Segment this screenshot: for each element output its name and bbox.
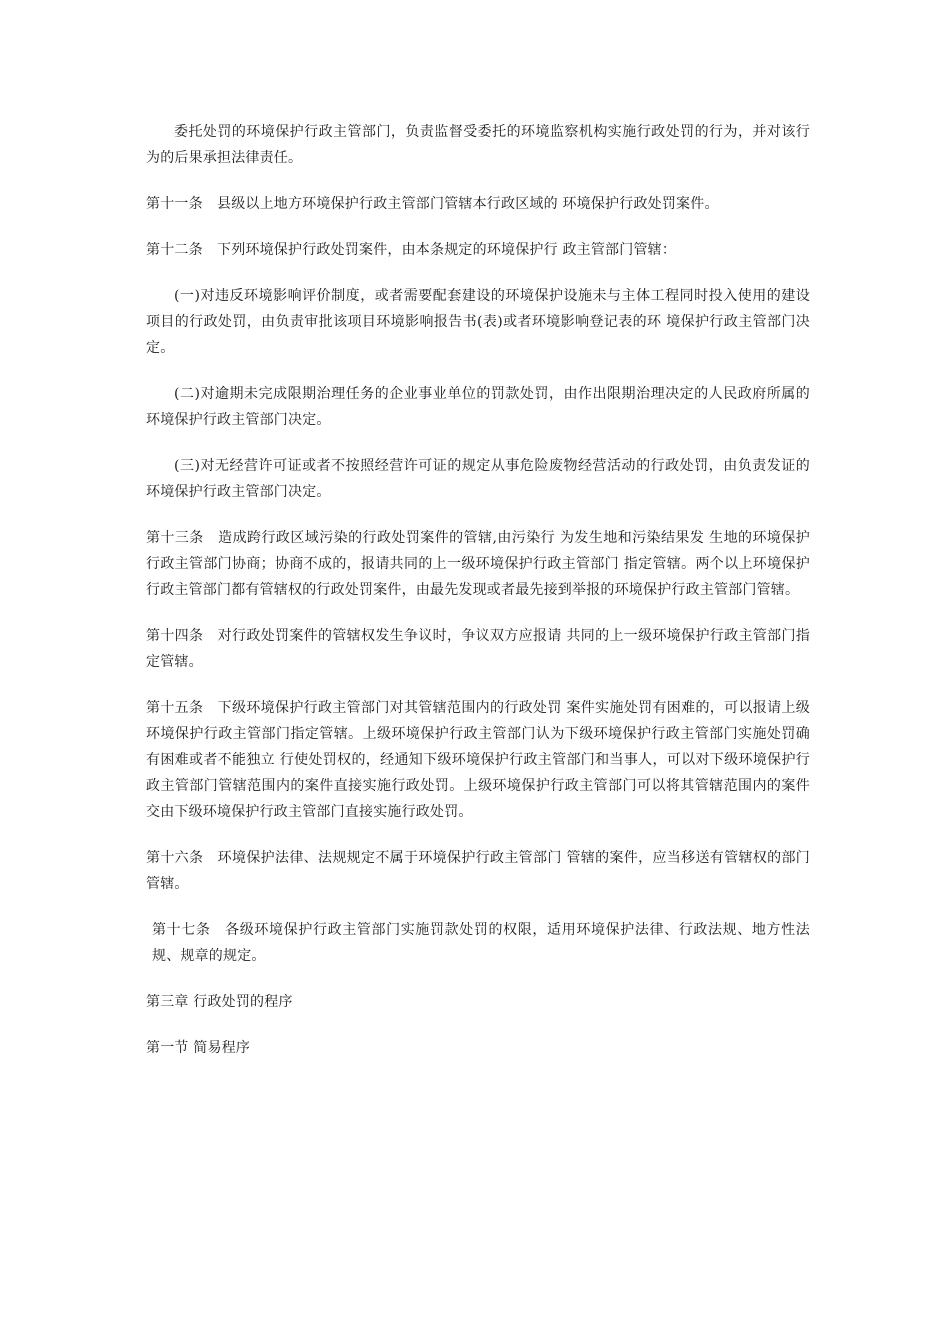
article-11: 第十一条 县级以上地方环境保护行政主管部门管辖本行政区域的 环境保护行政处罚案件。 xyxy=(146,196,719,212)
article-15: 第十五条 下级环境保护行政主管部门对其管辖范围内的行政处罚 案件实施处罚有困难的，可以报请上级环境保护行政主管部门指定管辖。上级环境保护行政主管部门认为下级环境保护行政主管部门实施处罚确有困难或者不能独立 行使处罚权的，经通知下级环境保护行政主管部门和当事人，可以对下级环境保护行政主管部门管辖范围内的案件直接实施行政处罚。上级环境保护行政主管部门可以将其管辖范围内的案件交由下级环境保护行政主管部门直接实施行政处罚。 xyxy=(146,700,810,820)
article-12-item-2: (二)对逾期未完成限期治理任务的企业事业单位的罚款处罚，由作出限期治理决定的人民政府所属的环境保护行政主管部门决定。 xyxy=(146,386,810,428)
article-12: 第十二条 下列环境保护行政处罚案件，由本条规定的环境保护行 政主管部门管辖： xyxy=(146,242,677,258)
chapter-heading: 第三章 行政处罚的程序 xyxy=(146,994,293,1010)
article-14: 第十四条 对行政处罚案件的管辖权发生争议时，争议双方应报请 共同的上一级环境保护行政主管部门指定管辖。 xyxy=(146,628,810,670)
article-13: 第十三条 造成跨行政区域污染的行政处罚案件的管辖,由污染行 为发生地和污染结果发 生地的环境保护行政主管部门协商；协商不成的，报请共同的上一级环境保护行政主管部门 指定管辖。两个以上环境保护行政主管部门都有管辖权的行政处罚案件，由最先发现或者最先接到举报的环境保护行政主管部门管辖。 xyxy=(146,530,810,598)
article-12-item-3: (三)对无经营许可证或者不按照经营许可证的规定从事危险废物经营活动的行政处罚，由负责发证的环境保护行政主管部门决定。 xyxy=(146,458,810,500)
section-heading: 第一节 简易程序 xyxy=(146,1040,251,1056)
article-12-item-1: (一)对违反环境影响评价制度，或者需要配套建设的环境保护设施未与主体工程同时投入使用的建设项目的行政处罚，由负责审批该项目环境影响报告书(表)或者环境影响登记表的环 境保护行政主管部门决定。 xyxy=(146,288,810,356)
document-page xyxy=(146,119,810,1081)
article-17: 第十七条 各级环境保护行政主管部门实施罚款处罚的权限，适用环境保护法律、行政法规、地方性法规、规章的规定。 xyxy=(152,922,810,964)
paragraph-entrusted-penalty: 委托处罚的环境保护行政主管部门，负责监督受委托的环境监察机构实施行政处罚的行为，并对该行为的后果承担法律责任。 xyxy=(146,124,810,166)
article-16: 第十六条 环境保护法律、法规规定不属于环境保护行政主管部门 管辖的案件，应当移送有管辖权的部门管辖。 xyxy=(146,850,810,892)
